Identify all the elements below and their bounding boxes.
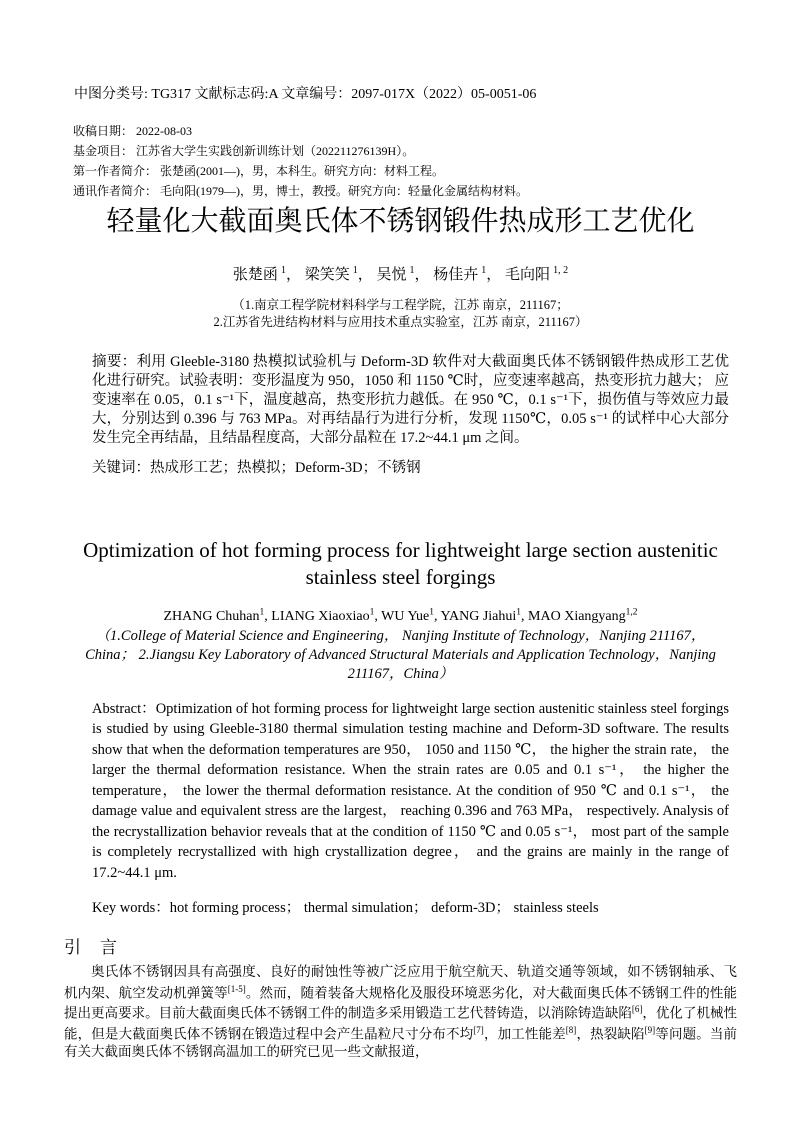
english-keywords-label: Key words： <box>92 900 170 917</box>
author-separator: ， <box>357 267 377 283</box>
chinese-authors-line <box>64 261 737 285</box>
author-separator: ， <box>486 267 506 283</box>
author-affil-sup: 1 <box>259 607 265 617</box>
author-separator: ， <box>285 267 305 283</box>
author-affil-sup: 1 <box>481 265 487 276</box>
author-affil-sup: 1,2 <box>625 607 638 617</box>
author-name: ZHANG Chuhan <box>163 608 260 624</box>
author-name: WU Yue <box>381 608 430 624</box>
citation-ref: [1-5] <box>227 983 246 994</box>
chinese-abstract <box>92 353 729 448</box>
author-separator: , <box>433 608 441 624</box>
classification-line: 中图分类号: TG317 文献标志码:A 文章编号：2097-017X（2022）05-0051-06 <box>74 87 537 102</box>
author-cn <box>305 267 377 283</box>
author-affil-sup: 1 <box>352 265 358 276</box>
intro-text-run: ，热裂缺陷 <box>576 1026 645 1042</box>
author-affil-sup: 1 <box>516 607 522 617</box>
corresponding-author-bio-line: 通讯作者简介： 毛向阳(1979—)，男，博士，教授。研究方向：轻量化金属结构材料。 <box>73 184 528 198</box>
author-name: 梁笑笑 <box>304 267 350 283</box>
author-separator: , <box>264 608 272 624</box>
intro-text-run: ，优化了机械性能，但是大截面奥氏体不锈钢在锻造过程中会产生晶粒尺寸分布不均 <box>64 1005 738 1042</box>
author-name: 杨佳卉 <box>433 267 479 283</box>
author-cn <box>376 267 433 283</box>
english-keywords <box>92 899 729 918</box>
intro-text-run: 等问题。当前有关大截面奥氏体不锈钢高温加工的研究已见一些文献报道， <box>64 1026 738 1060</box>
citation-ref: [9] <box>644 1025 656 1036</box>
author-affil-sup: 1 <box>429 607 434 617</box>
chinese-affiliation-line-2: 2.江苏省先进结构材料与应用技术重点实验室，江苏 南京，211167） <box>213 314 588 329</box>
author-en <box>440 609 528 624</box>
chinese-affiliation-block <box>64 297 737 330</box>
chinese-keywords-label: 关键词： <box>92 460 150 476</box>
author-name: 张楚函 <box>232 267 278 283</box>
author-affil-sup: 1 <box>409 265 415 276</box>
english-keywords-text: hot forming process； thermal simulation； deform-3D； stainless steels <box>169 900 599 917</box>
english-authors-line <box>64 603 737 626</box>
citation-ref: [6] <box>631 1004 643 1015</box>
first-author-bio-line: 第一作者简介： 张楚函(2001—)，男，本科生。研究方向：材料工程。 <box>73 164 444 178</box>
chinese-abstract-text: 利用 Gleeble-3180 热模拟试验机与 Deform-3D 软件对大截面奥氏体不锈钢锻件热成形工艺优化进行研究。试验表明：变形温度为 950，1050 和 1150 ℃时，应变速率越高，热变形抗力越大； 应变速率在 0.05，0.1 s⁻¹下，温度越高，热变形抗力越低。在 950 ℃，0.1 s⁻¹下，损伤值与等效应力最大，分别达到 0.396 与 763 MPa。对再结晶行为进行分析，发现 1150℃，0.05 s⁻¹ 的试样中心大部分发生完全再结晶，且结晶程度高，大部分晶粒在 17.2~44.1 μm 之间。 <box>92 354 730 446</box>
author-separator: , <box>374 608 382 624</box>
citation-ref: [8] <box>565 1025 577 1036</box>
author-name: YANG Jiahui <box>440 608 517 624</box>
author-name: 毛向阳 <box>505 267 551 283</box>
received-date-line: 收稿日期： 2022-08-03 <box>73 124 192 138</box>
author-name: LIANG Xiaoxiao <box>271 608 370 624</box>
intro-text-run: 。然而，随着装备大规格化及服役环境恶劣化，对大截面奥氏体不锈钢工件的性能提出更高要求。目前大截面奥氏体不锈钢工件的制造多采用锻造工艺代替铸造，以消除铸造缺陷 <box>64 985 737 1021</box>
chinese-abstract-label: 摘要： <box>92 354 137 370</box>
author-separator: , <box>521 608 529 624</box>
english-abstract-label: Abstract： <box>92 700 156 717</box>
english-affiliation: （1.College of Material Science and Engineering， Nanjing Institute of Technology，Nanjing 211167，China； 2.Jiangsu Key Laboratory of Advanced Structural Materials and Application Technology，Nanjing 211167，China） <box>85 627 716 682</box>
english-abstract-text: Optimization of hot forming process for lightweight large section austenitic stainless steel forgings is studied by using Gleeble-3180 thermal simulation testing machine and Deform-3D software. The results show that when the deformation temperatures are 950， 1050 and 1150 ℃， the higher the strain rate， the larger the thermal deformation resistance. When the strain rates are 0.05 and 0.1 s⁻¹， the higher the temperature， the lower the thermal deformation resistance. At the condition of 950 ℃ and 0.1 s⁻¹， the damage value and equivalent stress are the largest， reaching 0.396 and 763 MPa， respectively. Analysis of the recrystallization behavior reveals that at the condition of 1150 ℃ and 0.05 s⁻¹， most part of the sample is completely recrystallized with high crystallization degree， and the grains are mainly in the range of 17.2~44.1 μm. <box>92 700 730 881</box>
introduction-paragraph <box>64 963 737 1061</box>
author-name: 吴悦 <box>376 267 407 283</box>
chinese-title: 轻量化大截面奥氏体不锈钢锻件热成形工艺优化 <box>106 206 695 237</box>
author-cn <box>433 267 505 283</box>
chinese-keywords-text: 热成形工艺；热模拟；Deform-3D；不锈钢 <box>150 460 421 476</box>
footnote-block <box>73 121 737 201</box>
author-en <box>381 609 440 624</box>
author-name: MAO Xiangyang <box>528 608 626 624</box>
author-cn <box>505 267 568 283</box>
author-cn <box>233 267 305 283</box>
author-affil-sup: 1 <box>369 607 375 617</box>
intro-text-run: 奥氏体不锈钢因具有高强度、良好的耐蚀性等被广泛应用于航空航天、轨道交通等领域，如不锈钢轴承、飞机内架、航空发动机弹簧等 <box>64 964 737 1001</box>
author-separator: ， <box>414 267 434 283</box>
english-abstract <box>92 699 729 884</box>
author-affil-sup: 1 <box>280 265 286 276</box>
chinese-keywords <box>92 459 729 478</box>
author-affil-sup: 1, 2 <box>553 265 569 276</box>
chinese-affiliation-line-1: （1.南京工程学院材料科学与工程学院，江苏 南京，211167； <box>232 298 569 312</box>
citation-ref: [7] <box>473 1025 484 1036</box>
author-en <box>528 609 637 624</box>
author-en <box>271 609 381 624</box>
english-title: Optimization of hot forming process for lightweight large section austenitic stainless steel forgings <box>83 538 718 589</box>
fund-project-line: 基金项目： 江苏省大学生实践创新训练计划（202211276139H）。 <box>73 144 415 158</box>
introduction-heading: 引 言 <box>64 938 118 958</box>
author-en <box>163 609 271 624</box>
intro-text-run: ，加工性能差 <box>483 1026 566 1042</box>
